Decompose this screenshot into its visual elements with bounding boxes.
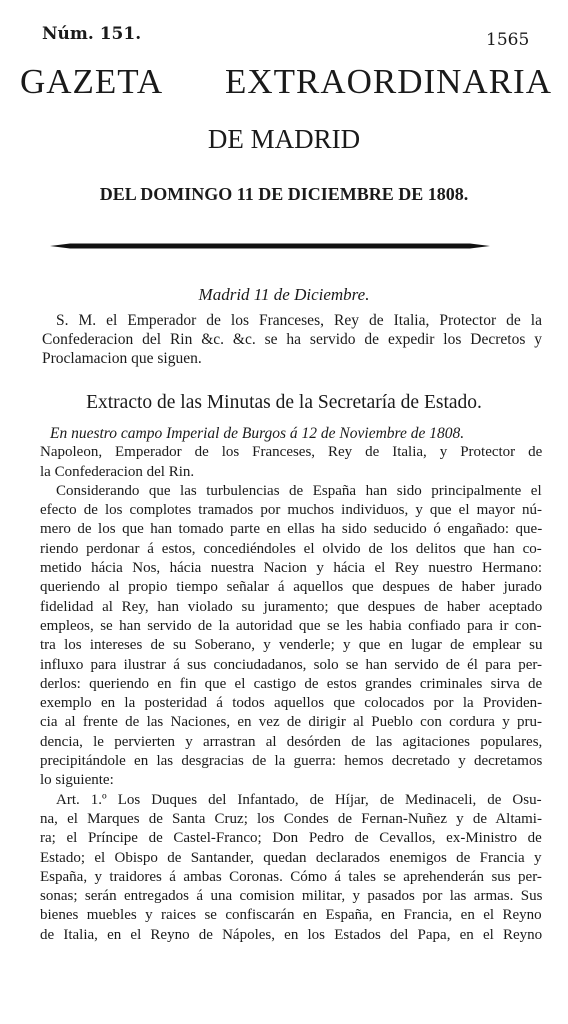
intro-paragraph: S. M. el Emperador de los Franceses, Rey de Italia, Protector de la Confederacion del Rin &c. &c. se ha servido de expedir los Decretos y Proclamacion que siguen. — [42, 312, 542, 367]
body-line: Estado; el Obispo de Santander, quedan declarados enemigos de Francia y — [40, 849, 542, 866]
body-line: Art. 1.º Los Duques del Infantado, de Híjar, de Medinaceli, de Osu- — [56, 791, 542, 808]
page-number: 1565 — [486, 30, 530, 50]
masthead-title-left: GAZETA — [20, 62, 164, 101]
masthead-subtitle: DE MADRID — [207, 124, 361, 154]
body-line: Napoleon, Emperador de los Franceses, Rey de Italia, y Protector de — [40, 444, 542, 461]
body-line: riendo perdonar á estos, concediéndoles el olvido de los delitos que han co- — [40, 540, 542, 557]
body-line: tra los intereses de su Soberano, y venderle; y que en lugar de emplear su — [40, 637, 542, 654]
body-line: Considerando que las turbulencias de España han sido principalmente el — [56, 482, 542, 499]
body-line: precipitándole en las desgracias de la guerra: hemos decretado y decretamos — [40, 753, 542, 770]
body-line: fidelidad al Rey, han violado su juramento; que despues de haber aceptado — [40, 598, 542, 615]
body-line: cia al frente de las Naciones, en vez de dirigir al Pueblo con cordura y pru- — [40, 714, 542, 731]
body-line: España, y traidores á ambas Coronas. Cómo á tales se aprehenderán sus per- — [40, 868, 542, 885]
body-line: metido hácia Nos, hácia nuestra Nacion y hácia el Rey nuestro Hermano: — [40, 560, 542, 577]
body-line: mero de los que han tomado parte en ellas ha sido seducido ó engañado: que- — [40, 521, 542, 538]
body-line: de Italia, en el Reyno de Nápoles, en los Estados del Papa, en el Reyno — [40, 926, 542, 943]
body-line: dencia, le pervierten y arrastran al desórden de las agitaciones populares, — [40, 733, 542, 750]
body-line: empleos, se han servido de la autoridad que se les habia confiado para ir con- — [40, 617, 542, 634]
body-line: sonas; serán entregados á una comision militar, y pasados por las armas. Sus — [40, 888, 542, 905]
issue-number: Núm. 151. — [42, 24, 142, 44]
body-line: queriendo al propio tiempo señalar á aquellos que despues de haber jurado — [40, 579, 542, 596]
masthead-rule — [50, 242, 490, 250]
masthead-title-right: EXTRAORDINARIA — [224, 62, 552, 101]
body-line: influxo para ilustrar á sus conciudadanos, solo se han servido de él para per- — [40, 656, 542, 673]
body-line: la Confederacion del Rin. — [40, 463, 195, 480]
body-line: na, el Marques de Santa Cruz; los Condes de Fernan-Nuñez y de Altami- — [40, 810, 542, 827]
dateline: Madrid 11 de Diciembre. — [198, 285, 370, 304]
body-line: exemplo en la posteridad á todos aquellos que colocados por la Providen- — [40, 695, 542, 712]
body-line: derlos: queriendo en fin que el castigo de estos grandes criminales sirva de — [40, 675, 542, 692]
body-line: En nuestro campo Imperial de Burgos á 12 de Noviembre de 1808. — [50, 425, 465, 442]
section-title: Extracto de las Minutas de la Secretaría de Estado. — [86, 392, 482, 413]
body-line: bienes muebles y raices se confiscarán en España, en Francia, en el Reyno — [40, 907, 542, 924]
body-line: ra; el Príncipe de Castel-Franco; Don Pedro de Cevallos, ex-Ministro de — [40, 830, 542, 847]
body-line: lo siguiente: — [40, 772, 114, 789]
masthead-title — [20, 62, 552, 102]
body-line: efecto de los complotes tramados por muchos individuos, y que el mayor nú- — [40, 502, 542, 519]
issue-date: DEL DOMINGO 11 DE DICIEMBRE DE 1808. — [99, 184, 469, 204]
decree-body — [40, 424, 542, 945]
